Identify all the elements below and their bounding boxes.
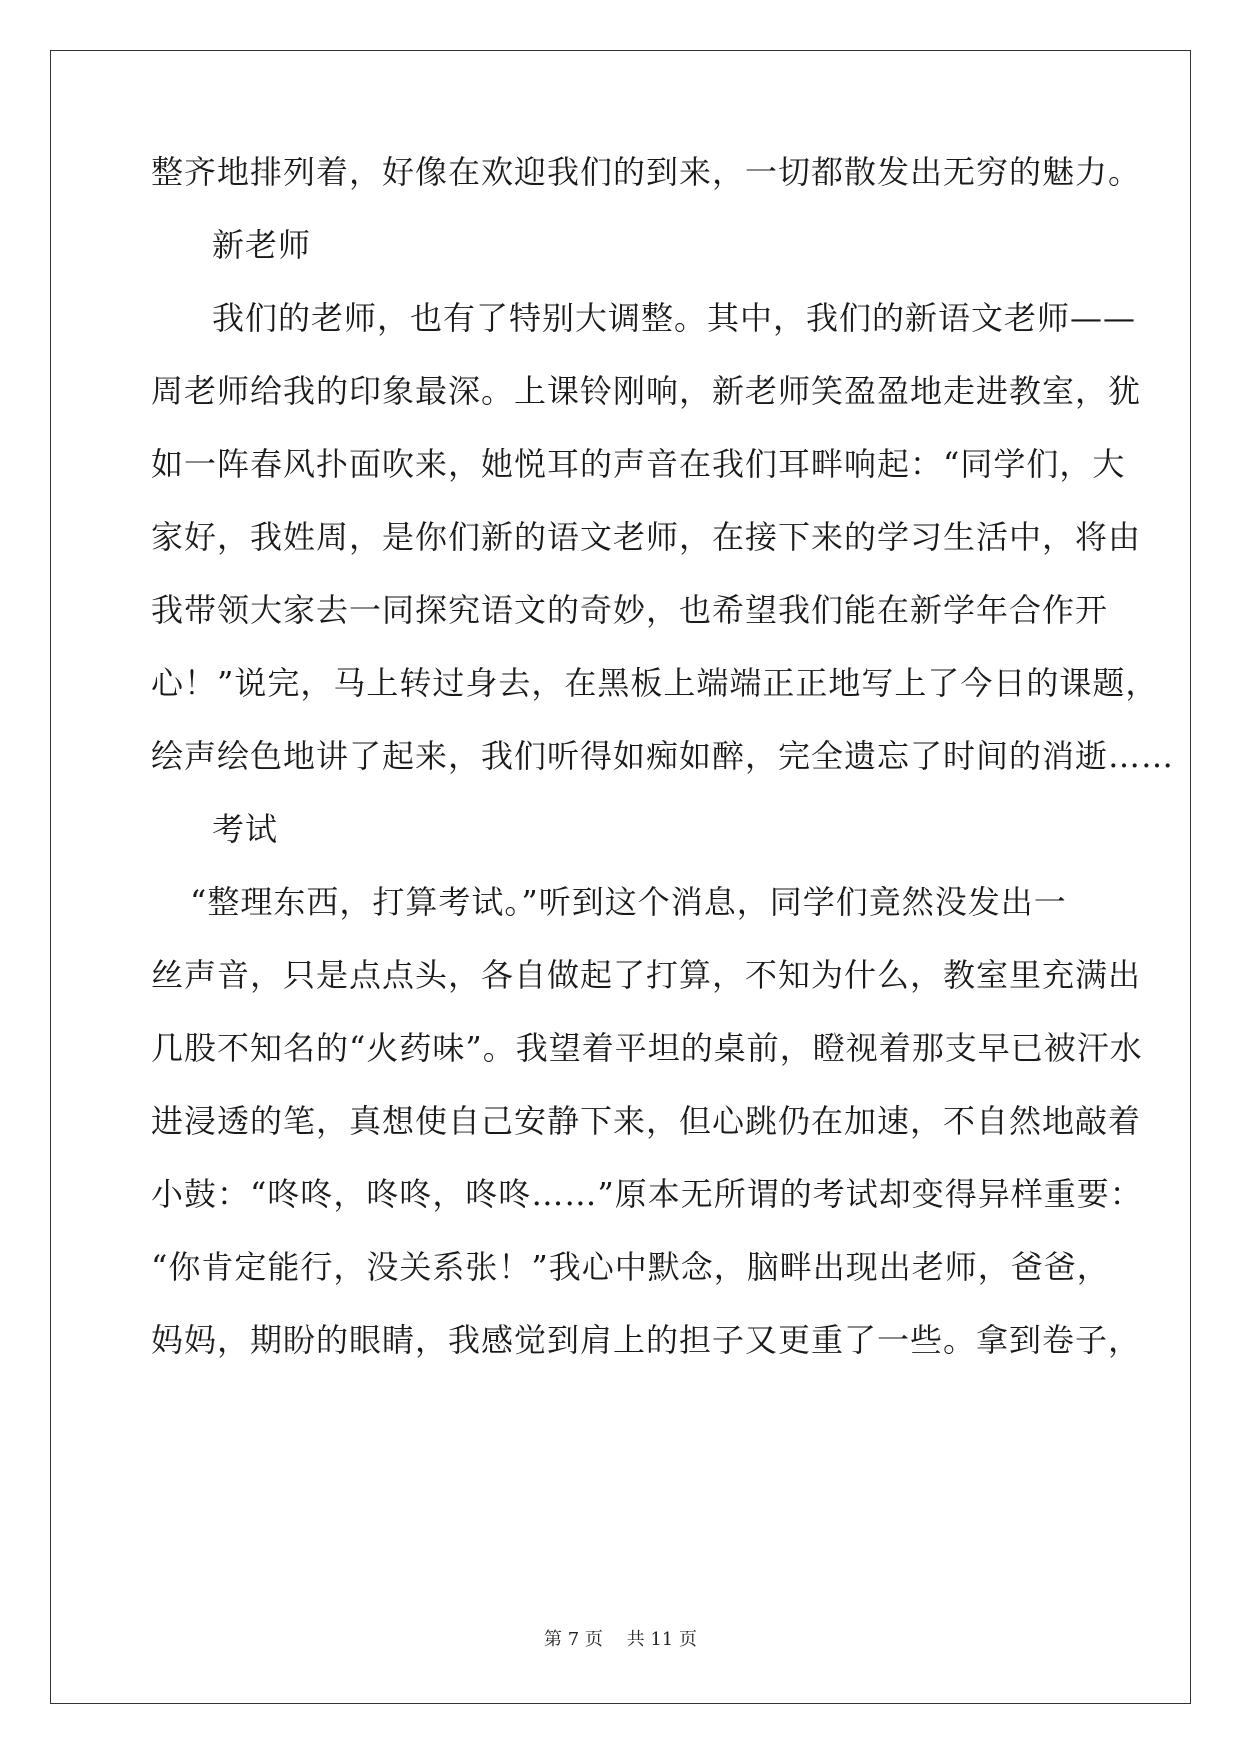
paragraph-line: 我带领大家去一同探究语文的奇妙，也希望我们能在新学年合作开 [151,591,1109,629]
paragraph-line: 小鼓：“咚咚，咚咚，咚咚……”原本无所谓的考试却变得异样重要： [151,1175,1143,1213]
paragraph-line: 心！”说完，马上转过身去，在黑板上端端正正地写上了今日的课题， [151,664,1159,702]
paragraph-line: 我们的老师，也有了特别大调整。其中，我们的新语文老师—— [212,299,1137,337]
paragraph-line: 妈妈，期盼的眼睛，我感觉到肩上的担子又更重了一些。拿到卷子， [151,1321,1142,1359]
paragraph-line: “整理东西，打算考试。”听到这个消息，同学们竟然没发出一 [190,883,1067,921]
page-number-footer: 第 7 页 共 11 页 [544,1629,697,1650]
paragraph-line: 周老师给我的印象最深。上课铃刚响，新老师笑盈盈地走进教室，犹 [151,372,1142,410]
paragraph-line: 绘声绘色地讲了起来，我们听得如痴如醉，完全遗忘了时间的消逝…… [151,737,1175,775]
paragraph-line: “你肯定能行，没关系张！”我心中默念，脑畔出现出老师，爸爸， [151,1248,1110,1286]
section-heading: 考试 [212,810,279,848]
paragraph-line: 进浸透的笔，真想使自己安静下来，但心跳仍在加速，不自然地敲着 [151,1102,1142,1140]
section-heading: 新老师 [212,226,312,264]
paragraph-line: 如一阵春风扑面吹来，她悦耳的声音在我们耳畔响起：“同学们，大 [151,445,1126,483]
paragraph-line: 家好，我姓周，是你们新的语文老师，在接下来的学习生活中，将由 [151,518,1142,556]
paragraph-line: 几股不知名的“火药味”。我望着平坦的桌前，瞪视着那支早已被汗水 [151,1029,1143,1067]
paragraph-line: 整齐地排列着，好像在欢迎我们的到来，一切都散发出无穷的魅力。 [151,153,1142,191]
paragraph-line: 丝声音，只是点点头，各自做起了打算，不知为什么，教室里充满出 [151,956,1142,994]
